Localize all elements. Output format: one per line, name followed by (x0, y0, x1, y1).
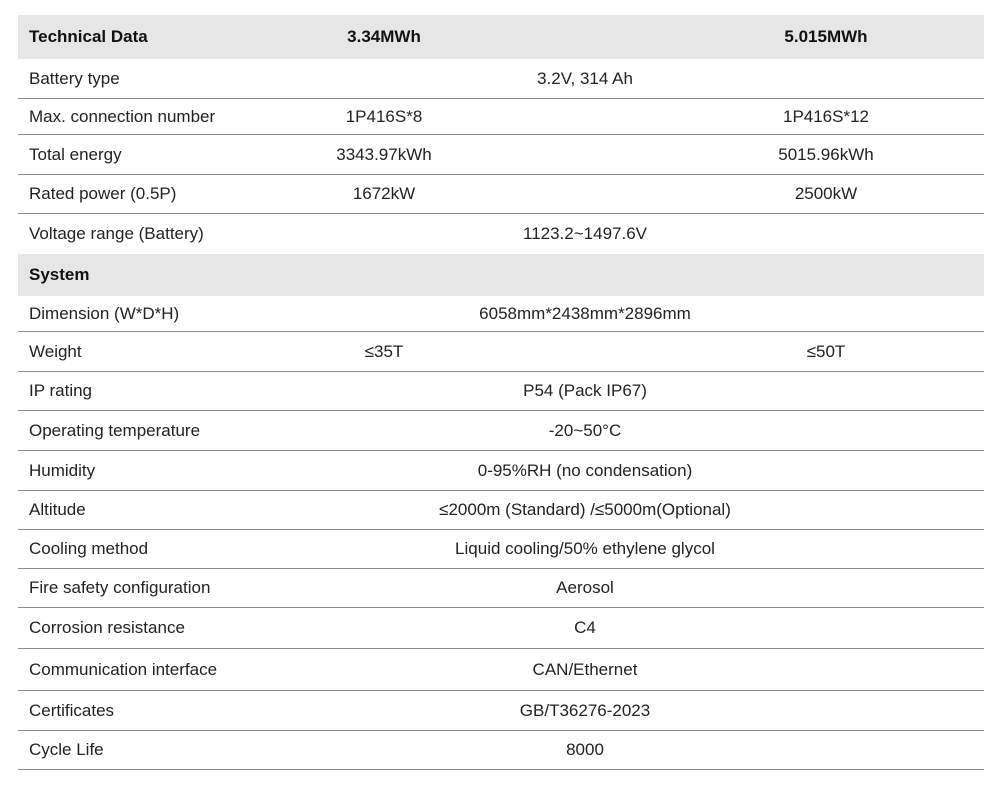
row-label: Cycle Life (29, 740, 104, 759)
row-label: Total energy (29, 144, 122, 164)
row-value-span: -20~50°C (548, 420, 622, 440)
row-label: Humidity (29, 460, 96, 480)
row-label: Operating temperature (29, 420, 201, 440)
header-title: Technical Data (29, 27, 148, 46)
row-value-3-34mwh: 1P416S*8 (345, 106, 423, 126)
row-value-5-015mwh: ≤50T (806, 341, 846, 361)
row-label: Dimension (W*D*H) (29, 303, 180, 323)
row-value-span: 8000 (566, 740, 604, 759)
row-value-span: 1123.2~1497.6V (523, 224, 647, 243)
table-row (18, 569, 984, 608)
row-label: Fire safety configuration (29, 578, 211, 597)
row-label: Certificates (29, 700, 115, 720)
header-col-5-015mwh: 5.015MWh (784, 27, 868, 46)
row-value-span: C4 (574, 618, 596, 637)
row-value-span: 0-95%RH (no condensation) (477, 460, 693, 480)
row-value-span: ≤2000m (Standard) /≤5000m(Optional) (439, 500, 731, 519)
table-row (18, 491, 984, 530)
row-value-span: 3.2V, 314 Ah (537, 68, 633, 88)
section-header-row (18, 254, 984, 296)
row-value-3-34mwh: 3343.97kWh (336, 144, 432, 164)
row-value-5-015mwh: 1P416S*12 (782, 106, 870, 126)
row-value-3-34mwh: 1672kW (352, 184, 416, 203)
table-row (18, 451, 984, 491)
row-value-span: Liquid cooling/50% ethylene glycol (455, 539, 715, 558)
row-label: Cooling method (29, 539, 149, 558)
row-value-span: Aerosol (556, 578, 614, 597)
table-row (18, 691, 984, 731)
row-value-3-34mwh: ≤35T (364, 341, 404, 361)
table-row (18, 332, 984, 372)
table-row (18, 608, 984, 649)
row-label: IP rating (29, 381, 93, 400)
row-label: Corrosion resistance (29, 618, 185, 637)
spec-table (18, 15, 984, 770)
table-row (18, 296, 984, 332)
section-title: System (29, 265, 90, 284)
row-label: Communication interface (29, 659, 218, 679)
row-value-span: 6058mm*2438mm*2896mm (479, 303, 691, 323)
row-label: Weight (29, 341, 82, 361)
row-label: Battery type (29, 68, 120, 88)
row-label: Altitude (29, 500, 86, 519)
table-row (18, 135, 984, 175)
row-label: Voltage range (Battery) (29, 224, 204, 243)
table-row (18, 649, 984, 691)
table-row (18, 372, 984, 411)
table-row (18, 59, 984, 99)
row-value-5-015mwh: 2500kW (794, 184, 858, 203)
row-label: Max. connection number (29, 106, 216, 126)
table-row (18, 214, 984, 254)
row-value-span: GB/T36276-2023 (519, 700, 651, 720)
table-row (18, 530, 984, 569)
table-row (18, 411, 984, 451)
table-row (18, 99, 984, 135)
row-value-span: P54 (Pack IP67) (523, 381, 647, 400)
row-value-span: CAN/Ethernet (532, 659, 638, 679)
table-row (18, 175, 984, 214)
header-col-3-34mwh: 3.34MWh (347, 27, 421, 46)
row-value-5-015mwh: 5015.96kWh (778, 144, 874, 164)
table-header-row (18, 15, 984, 59)
row-label: Rated power (0.5P) (29, 184, 177, 203)
table-row (18, 731, 984, 770)
